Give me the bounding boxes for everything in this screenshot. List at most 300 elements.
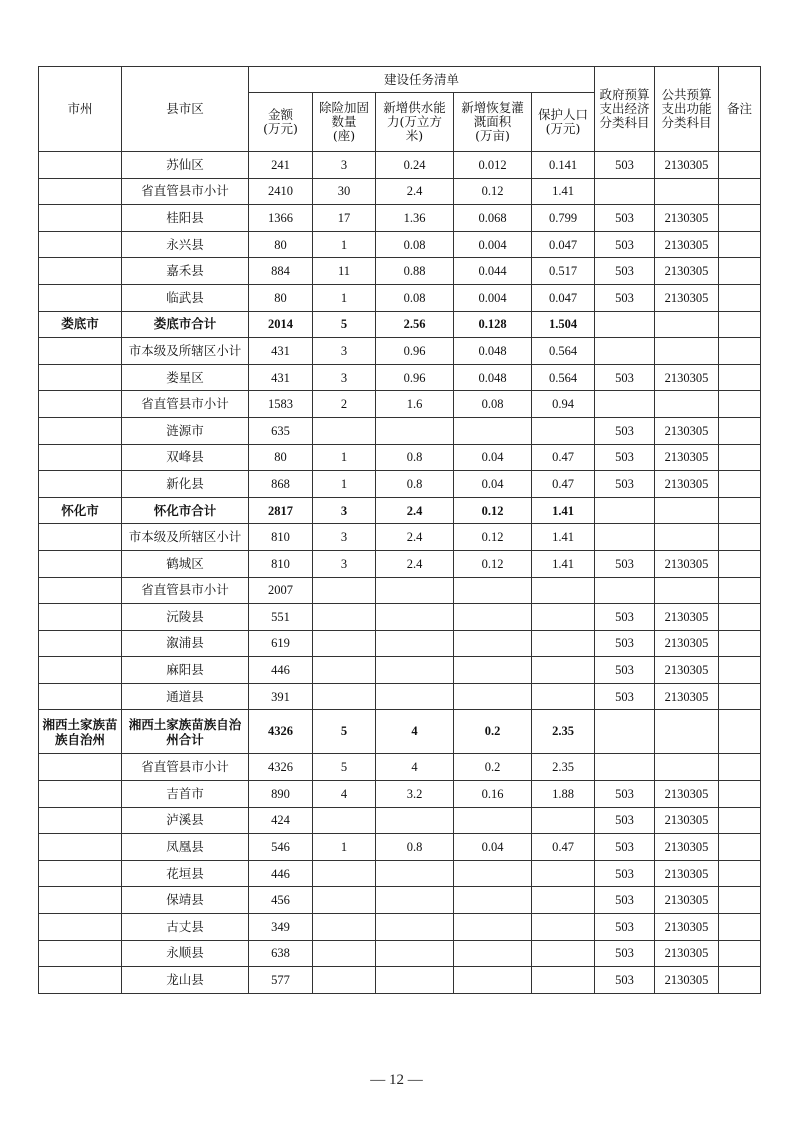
cell-gov-subject: 503: [595, 152, 655, 179]
table-row: [39, 967, 761, 994]
cell-amount: 80: [249, 444, 313, 471]
cell-county: 临武县: [122, 284, 249, 311]
cell-remarks: [719, 577, 761, 604]
cell-gov-subject: [595, 754, 655, 781]
cell-gov-subject: 503: [595, 471, 655, 498]
cell-amount: 456: [249, 887, 313, 914]
cell-gov-subject: 503: [595, 417, 655, 444]
cell-gov-subject: [595, 710, 655, 754]
cell-gov-subject: 503: [595, 364, 655, 391]
cell-reinforce: 1: [313, 834, 376, 861]
cell-city: [39, 524, 122, 551]
cell-gov-subject: 503: [595, 860, 655, 887]
cell-remarks: [719, 710, 761, 754]
header-public-subject: 公共预算 支出功能 分类科目: [655, 67, 719, 152]
cell-county: 古丈县: [122, 914, 249, 941]
cell-city: [39, 630, 122, 657]
cell-amount: 890: [249, 781, 313, 808]
cell-amount: 80: [249, 231, 313, 258]
cell-population: 1.41: [532, 178, 595, 205]
cell-water-supply: [376, 417, 454, 444]
cell-public-subject: 2130305: [655, 807, 719, 834]
cell-water-supply: [376, 577, 454, 604]
cell-city: 娄底市: [39, 311, 122, 338]
cell-county: 泸溪县: [122, 807, 249, 834]
cell-irrigation: 0.08: [454, 391, 532, 418]
cell-city: [39, 550, 122, 577]
cell-gov-subject: [595, 524, 655, 551]
cell-amount: 635: [249, 417, 313, 444]
cell-gov-subject: 503: [595, 781, 655, 808]
cell-reinforce: [313, 604, 376, 631]
table-row: [39, 754, 761, 781]
cell-county: 龙山县: [122, 967, 249, 994]
cell-water-supply: 0.08: [376, 231, 454, 258]
cell-amount: 868: [249, 471, 313, 498]
cell-irrigation: [454, 914, 532, 941]
cell-population: 1.41: [532, 550, 595, 577]
cell-population: [532, 577, 595, 604]
cell-county: 鹤城区: [122, 550, 249, 577]
cell-city: [39, 807, 122, 834]
table-row: [39, 630, 761, 657]
table-row: [39, 284, 761, 311]
cell-amount: 431: [249, 364, 313, 391]
cell-irrigation: 0.12: [454, 524, 532, 551]
cell-amount: 446: [249, 860, 313, 887]
table-row: [39, 311, 761, 338]
table-row: [39, 524, 761, 551]
cell-county: 嘉禾县: [122, 258, 249, 285]
cell-gov-subject: 503: [595, 940, 655, 967]
cell-amount: 884: [249, 258, 313, 285]
cell-city: [39, 364, 122, 391]
cell-remarks: [719, 152, 761, 179]
table-row: [39, 417, 761, 444]
cell-remarks: [719, 967, 761, 994]
cell-city: [39, 444, 122, 471]
cell-remarks: [719, 417, 761, 444]
cell-amount: 1366: [249, 205, 313, 232]
cell-reinforce: [313, 577, 376, 604]
cell-public-subject: 2130305: [655, 231, 719, 258]
table-row: [39, 781, 761, 808]
cell-remarks: [719, 834, 761, 861]
cell-county: 苏仙区: [122, 152, 249, 179]
cell-public-subject: 2130305: [655, 887, 719, 914]
cell-remarks: [719, 497, 761, 524]
cell-irrigation: 0.068: [454, 205, 532, 232]
cell-reinforce: 3: [313, 550, 376, 577]
table-body: [39, 152, 761, 994]
table-row: [39, 231, 761, 258]
cell-city: [39, 391, 122, 418]
cell-water-supply: [376, 887, 454, 914]
cell-amount: 546: [249, 834, 313, 861]
cell-public-subject: [655, 524, 719, 551]
cell-water-supply: 4: [376, 754, 454, 781]
header-county: 县市区: [122, 67, 249, 152]
cell-remarks: [719, 550, 761, 577]
cell-gov-subject: 503: [595, 284, 655, 311]
cell-reinforce: [313, 683, 376, 710]
cell-gov-subject: [595, 178, 655, 205]
cell-remarks: [719, 284, 761, 311]
cell-population: [532, 860, 595, 887]
cell-city: [39, 967, 122, 994]
header-population: 保护人口 (万元): [532, 93, 595, 152]
cell-public-subject: [655, 754, 719, 781]
table-row: [39, 178, 761, 205]
cell-reinforce: 5: [313, 754, 376, 781]
cell-county: 通道县: [122, 683, 249, 710]
cell-gov-subject: 503: [595, 550, 655, 577]
cell-city: [39, 205, 122, 232]
cell-reinforce: [313, 940, 376, 967]
cell-population: [532, 940, 595, 967]
table-row: [39, 152, 761, 179]
table-row: [39, 444, 761, 471]
cell-amount: 80: [249, 284, 313, 311]
cell-remarks: [719, 364, 761, 391]
cell-county: 市本级及所辖区小计: [122, 338, 249, 365]
cell-public-subject: [655, 710, 719, 754]
cell-water-supply: 1.36: [376, 205, 454, 232]
table-row: [39, 807, 761, 834]
cell-remarks: [719, 178, 761, 205]
cell-city: [39, 471, 122, 498]
cell-gov-subject: [595, 338, 655, 365]
cell-county: 吉首市: [122, 781, 249, 808]
cell-public-subject: [655, 311, 719, 338]
cell-irrigation: 0.16: [454, 781, 532, 808]
cell-population: 0.47: [532, 444, 595, 471]
cell-remarks: [719, 683, 761, 710]
cell-gov-subject: 503: [595, 630, 655, 657]
cell-city: [39, 178, 122, 205]
table-row: [39, 577, 761, 604]
cell-county: 永顺县: [122, 940, 249, 967]
cell-gov-subject: 503: [595, 834, 655, 861]
cell-county: 沅陵县: [122, 604, 249, 631]
cell-reinforce: [313, 417, 376, 444]
cell-water-supply: [376, 630, 454, 657]
cell-public-subject: 2130305: [655, 284, 719, 311]
cell-remarks: [719, 444, 761, 471]
cell-gov-subject: 503: [595, 231, 655, 258]
page-number: — 12 —: [370, 1072, 423, 1088]
cell-city: [39, 284, 122, 311]
cell-public-subject: 2130305: [655, 683, 719, 710]
cell-amount: 2817: [249, 497, 313, 524]
cell-city: [39, 940, 122, 967]
cell-irrigation: [454, 657, 532, 684]
cell-city: [39, 577, 122, 604]
cell-county: 湘西土家族苗族自治州合计: [122, 710, 249, 754]
cell-public-subject: [655, 391, 719, 418]
cell-remarks: [719, 391, 761, 418]
cell-public-subject: 2130305: [655, 914, 719, 941]
cell-county: 涟源市: [122, 417, 249, 444]
cell-city: [39, 683, 122, 710]
cell-public-subject: [655, 497, 719, 524]
cell-remarks: [719, 524, 761, 551]
cell-water-supply: [376, 940, 454, 967]
cell-population: 0.564: [532, 338, 595, 365]
cell-reinforce: 5: [313, 311, 376, 338]
cell-county: 省直管县市小计: [122, 754, 249, 781]
cell-water-supply: 0.08: [376, 284, 454, 311]
cell-gov-subject: 503: [595, 807, 655, 834]
cell-public-subject: 2130305: [655, 940, 719, 967]
cell-reinforce: 1: [313, 231, 376, 258]
cell-amount: 2410: [249, 178, 313, 205]
header-city: 市州: [39, 67, 122, 152]
cell-reinforce: [313, 630, 376, 657]
cell-population: 1.504: [532, 311, 595, 338]
cell-remarks: [719, 604, 761, 631]
cell-county: 省直管县市小计: [122, 391, 249, 418]
cell-amount: 810: [249, 550, 313, 577]
cell-irrigation: 0.04: [454, 444, 532, 471]
cell-population: 0.799: [532, 205, 595, 232]
cell-remarks: [719, 630, 761, 657]
cell-county: 娄底市合计: [122, 311, 249, 338]
cell-irrigation: [454, 630, 532, 657]
cell-county: 溆浦县: [122, 630, 249, 657]
cell-city: [39, 604, 122, 631]
cell-irrigation: 0.044: [454, 258, 532, 285]
cell-population: 2.35: [532, 710, 595, 754]
cell-city: [39, 860, 122, 887]
cell-water-supply: 3.2: [376, 781, 454, 808]
cell-irrigation: 0.048: [454, 364, 532, 391]
cell-county: 凤凰县: [122, 834, 249, 861]
cell-irrigation: [454, 577, 532, 604]
cell-remarks: [719, 781, 761, 808]
header-irrigation: 新增恢复灌 溉面积 (万亩): [454, 93, 532, 152]
cell-public-subject: [655, 178, 719, 205]
cell-water-supply: [376, 604, 454, 631]
cell-population: [532, 657, 595, 684]
cell-water-supply: 0.88: [376, 258, 454, 285]
table-row: [39, 940, 761, 967]
cell-reinforce: 3: [313, 524, 376, 551]
cell-public-subject: 2130305: [655, 967, 719, 994]
cell-population: 1.88: [532, 781, 595, 808]
cell-reinforce: 30: [313, 178, 376, 205]
cell-population: 0.47: [532, 471, 595, 498]
cell-remarks: [719, 471, 761, 498]
cell-reinforce: 2: [313, 391, 376, 418]
cell-public-subject: 2130305: [655, 205, 719, 232]
table-row: [39, 497, 761, 524]
cell-county: 省直管县市小计: [122, 577, 249, 604]
cell-public-subject: 2130305: [655, 834, 719, 861]
table-row: [39, 914, 761, 941]
cell-reinforce: [313, 657, 376, 684]
header-reinforce: 除险加固 数量 (座): [313, 93, 376, 152]
cell-water-supply: 2.56: [376, 311, 454, 338]
cell-irrigation: 0.12: [454, 497, 532, 524]
cell-city: [39, 417, 122, 444]
cell-reinforce: 11: [313, 258, 376, 285]
cell-remarks: [719, 887, 761, 914]
cell-gov-subject: 503: [595, 258, 655, 285]
cell-public-subject: 2130305: [655, 152, 719, 179]
cell-city: [39, 231, 122, 258]
cell-remarks: [719, 338, 761, 365]
cell-amount: 391: [249, 683, 313, 710]
cell-population: [532, 914, 595, 941]
cell-water-supply: [376, 807, 454, 834]
cell-population: [532, 630, 595, 657]
cell-irrigation: 0.012: [454, 152, 532, 179]
cell-population: [532, 417, 595, 444]
cell-reinforce: 17: [313, 205, 376, 232]
cell-amount: 577: [249, 967, 313, 994]
cell-population: [532, 604, 595, 631]
table-row: [39, 604, 761, 631]
cell-gov-subject: 503: [595, 444, 655, 471]
cell-water-supply: [376, 860, 454, 887]
cell-irrigation: [454, 887, 532, 914]
cell-remarks: [719, 754, 761, 781]
cell-water-supply: 0.24: [376, 152, 454, 179]
cell-population: 2.35: [532, 754, 595, 781]
cell-irrigation: 0.004: [454, 284, 532, 311]
cell-amount: 551: [249, 604, 313, 631]
cell-water-supply: [376, 657, 454, 684]
cell-population: [532, 967, 595, 994]
cell-county: 省直管县市小计: [122, 178, 249, 205]
cell-population: 1.41: [532, 524, 595, 551]
cell-reinforce: 5: [313, 710, 376, 754]
cell-population: 0.047: [532, 231, 595, 258]
cell-county: 市本级及所辖区小计: [122, 524, 249, 551]
header-task-group: 建设任务清单: [249, 67, 595, 93]
cell-county: 双峰县: [122, 444, 249, 471]
cell-county: 花垣县: [122, 860, 249, 887]
cell-amount: 4326: [249, 754, 313, 781]
table-row: [39, 834, 761, 861]
cell-gov-subject: [595, 577, 655, 604]
cell-public-subject: 2130305: [655, 860, 719, 887]
cell-irrigation: 0.12: [454, 550, 532, 577]
table-row: [39, 364, 761, 391]
cell-gov-subject: [595, 391, 655, 418]
cell-public-subject: 2130305: [655, 417, 719, 444]
cell-county: 怀化市合计: [122, 497, 249, 524]
cell-water-supply: [376, 967, 454, 994]
cell-irrigation: [454, 967, 532, 994]
cell-gov-subject: 503: [595, 683, 655, 710]
cell-public-subject: 2130305: [655, 444, 719, 471]
cell-water-supply: 4: [376, 710, 454, 754]
cell-irrigation: [454, 683, 532, 710]
cell-remarks: [719, 311, 761, 338]
cell-irrigation: 0.2: [454, 754, 532, 781]
cell-public-subject: 2130305: [655, 550, 719, 577]
cell-water-supply: 0.8: [376, 444, 454, 471]
cell-public-subject: 2130305: [655, 471, 719, 498]
cell-remarks: [719, 258, 761, 285]
cell-amount: 619: [249, 630, 313, 657]
table-row: [39, 391, 761, 418]
cell-reinforce: [313, 967, 376, 994]
cell-public-subject: 2130305: [655, 364, 719, 391]
budget-table: [38, 66, 761, 994]
cell-water-supply: 2.4: [376, 497, 454, 524]
cell-remarks: [719, 807, 761, 834]
cell-irrigation: [454, 940, 532, 967]
cell-irrigation: 0.04: [454, 471, 532, 498]
cell-irrigation: 0.04: [454, 834, 532, 861]
cell-remarks: [719, 205, 761, 232]
cell-gov-subject: [595, 497, 655, 524]
cell-population: 0.94: [532, 391, 595, 418]
cell-amount: 349: [249, 914, 313, 941]
cell-population: [532, 683, 595, 710]
cell-gov-subject: 503: [595, 657, 655, 684]
cell-public-subject: 2130305: [655, 781, 719, 808]
cell-gov-subject: 503: [595, 967, 655, 994]
cell-water-supply: 2.4: [376, 550, 454, 577]
cell-city: 湘西土家族苗族自治州: [39, 710, 122, 754]
cell-irrigation: [454, 604, 532, 631]
cell-irrigation: 0.048: [454, 338, 532, 365]
cell-reinforce: [313, 914, 376, 941]
cell-population: [532, 807, 595, 834]
cell-amount: 1583: [249, 391, 313, 418]
header-amount: 金额 (万元): [249, 93, 313, 152]
table-row: [39, 205, 761, 232]
cell-public-subject: 2130305: [655, 657, 719, 684]
cell-population: 0.564: [532, 364, 595, 391]
cell-gov-subject: 503: [595, 887, 655, 914]
cell-city: [39, 834, 122, 861]
cell-reinforce: 4: [313, 781, 376, 808]
cell-water-supply: 0.96: [376, 338, 454, 365]
cell-city: [39, 914, 122, 941]
cell-public-subject: 2130305: [655, 604, 719, 631]
table-row: [39, 471, 761, 498]
cell-gov-subject: 503: [595, 205, 655, 232]
cell-remarks: [719, 860, 761, 887]
cell-city: [39, 887, 122, 914]
cell-gov-subject: 503: [595, 604, 655, 631]
cell-reinforce: 3: [313, 364, 376, 391]
cell-city: [39, 152, 122, 179]
cell-county: 麻阳县: [122, 657, 249, 684]
header-remarks: 备注: [719, 67, 761, 152]
cell-population: 0.047: [532, 284, 595, 311]
cell-reinforce: [313, 860, 376, 887]
cell-population: 0.47: [532, 834, 595, 861]
cell-gov-subject: 503: [595, 914, 655, 941]
cell-population: 0.517: [532, 258, 595, 285]
cell-amount: 4326: [249, 710, 313, 754]
cell-amount: 446: [249, 657, 313, 684]
cell-water-supply: [376, 683, 454, 710]
cell-reinforce: 3: [313, 497, 376, 524]
cell-remarks: [719, 231, 761, 258]
cell-water-supply: 0.8: [376, 834, 454, 861]
cell-public-subject: [655, 577, 719, 604]
cell-city: [39, 754, 122, 781]
table-row: [39, 860, 761, 887]
cell-irrigation: [454, 417, 532, 444]
